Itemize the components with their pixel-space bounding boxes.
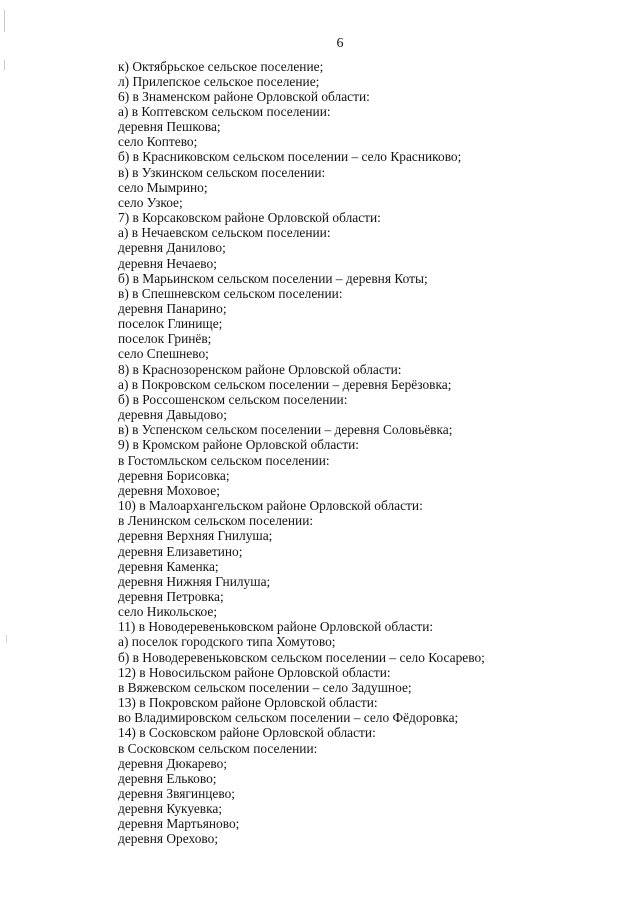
text-line: деревня Елизаветино; <box>118 543 243 559</box>
text-line: б) в Красниковском сельском поселении – село Красниково; <box>118 149 462 165</box>
text-line: деревня Орехово; <box>118 831 219 847</box>
text-line: деревня Ельково; <box>118 770 217 786</box>
text-line: деревня Петровка; <box>118 588 224 604</box>
text-line: во Владимировском сельском поселении – село Фёдоровка; <box>118 710 459 726</box>
text-line: в) в Спешневском сельском поселении: <box>118 285 343 301</box>
text-line: деревня Мартьяново; <box>118 816 240 832</box>
text-line: а) поселок городского типа Хомутово; <box>118 634 336 650</box>
scan-artifact <box>4 10 5 32</box>
text-line: б) в Марьинском сельском поселении – деревня Коты; <box>118 270 428 286</box>
text-line: деревня Дюкарево; <box>118 755 228 771</box>
text-line: 6) в Знаменском районе Орловской области: <box>118 88 370 104</box>
text-line: в Гостомльском сельском поселении: <box>118 452 330 468</box>
scan-artifact <box>4 60 5 70</box>
text-line: 8) в Краснозоренском районе Орловской области: <box>118 361 402 377</box>
text-line: деревня Нечаево; <box>118 255 217 271</box>
text-line: деревня Верхняя Гнилуша; <box>118 528 273 544</box>
text-line: поселок Глинище; <box>118 316 223 332</box>
text-line: в Сосковском сельском поселении: <box>118 740 318 756</box>
text-line: л) Прилепское сельское поселение; <box>118 73 320 89</box>
text-line: поселок Гринёв; <box>118 331 212 347</box>
text-line: деревня Данилово; <box>118 240 226 256</box>
text-line: село Спешнево; <box>118 346 209 362</box>
text-line: а) в Покровском сельском поселении – деревня Берёзовка; <box>118 376 452 392</box>
text-line: село Коптево; <box>118 134 198 150</box>
text-line: б) в Новодеревеньковском сельском поселении – село Косарево; <box>118 649 485 665</box>
text-line: деревня Нижняя Гнилуша; <box>118 573 271 589</box>
text-line: деревня Каменка; <box>118 558 219 574</box>
document-body <box>118 59 618 847</box>
text-line: 7) в Корсаковском районе Орловской области: <box>118 210 381 226</box>
text-line: в Вяжевском сельском поселении – село Задушное; <box>118 679 412 695</box>
text-line: село Узкое; <box>118 194 183 210</box>
text-line: село Никольское; <box>118 604 218 620</box>
text-line: деревня Кукуевка; <box>118 801 223 817</box>
text-line: деревня Звягинцево; <box>118 786 235 801</box>
text-line: б) в Россошенском сельском поселении: <box>118 391 348 407</box>
text-line: деревня Борисовка; <box>118 467 230 483</box>
page-number: 6 <box>336 36 344 51</box>
text-line: 12) в Новосильском районе Орловской области: <box>118 664 391 680</box>
text-line: 10) в Малоархангельском районе Орловской области: <box>118 498 423 514</box>
text-line: в Ленинском сельском поселении: <box>118 513 314 529</box>
text-line: деревня Пешкова; <box>118 119 221 135</box>
text-line: село Мымрино; <box>118 179 208 195</box>
text-line: деревня Давыдово; <box>118 407 227 423</box>
text-line: в) в Узкинском сельском поселении: <box>118 164 326 180</box>
text-line: деревня Панарино; <box>118 301 227 316</box>
scan-artifact <box>6 635 7 643</box>
text-line: 13) в Покровском районе Орловской области: <box>118 695 378 711</box>
text-line: 11) в Новодеревеньковском районе Орловской области: <box>118 619 434 635</box>
text-line: деревня Моховое; <box>118 482 220 498</box>
text-line: 9) в Кромском районе Орловской области: <box>118 437 359 453</box>
text-line: а) в Коптевском сельском поселении: <box>118 103 331 119</box>
text-line: а) в Нечаевском сельском поселении: <box>118 225 331 241</box>
text-line: к) Октябрьское сельское поселение; <box>118 58 324 74</box>
text-line: в) в Успенском сельском поселении – деревня Соловьёвка; <box>118 422 453 438</box>
text-line: 14) в Сосковском районе Орловской области: <box>118 725 376 741</box>
